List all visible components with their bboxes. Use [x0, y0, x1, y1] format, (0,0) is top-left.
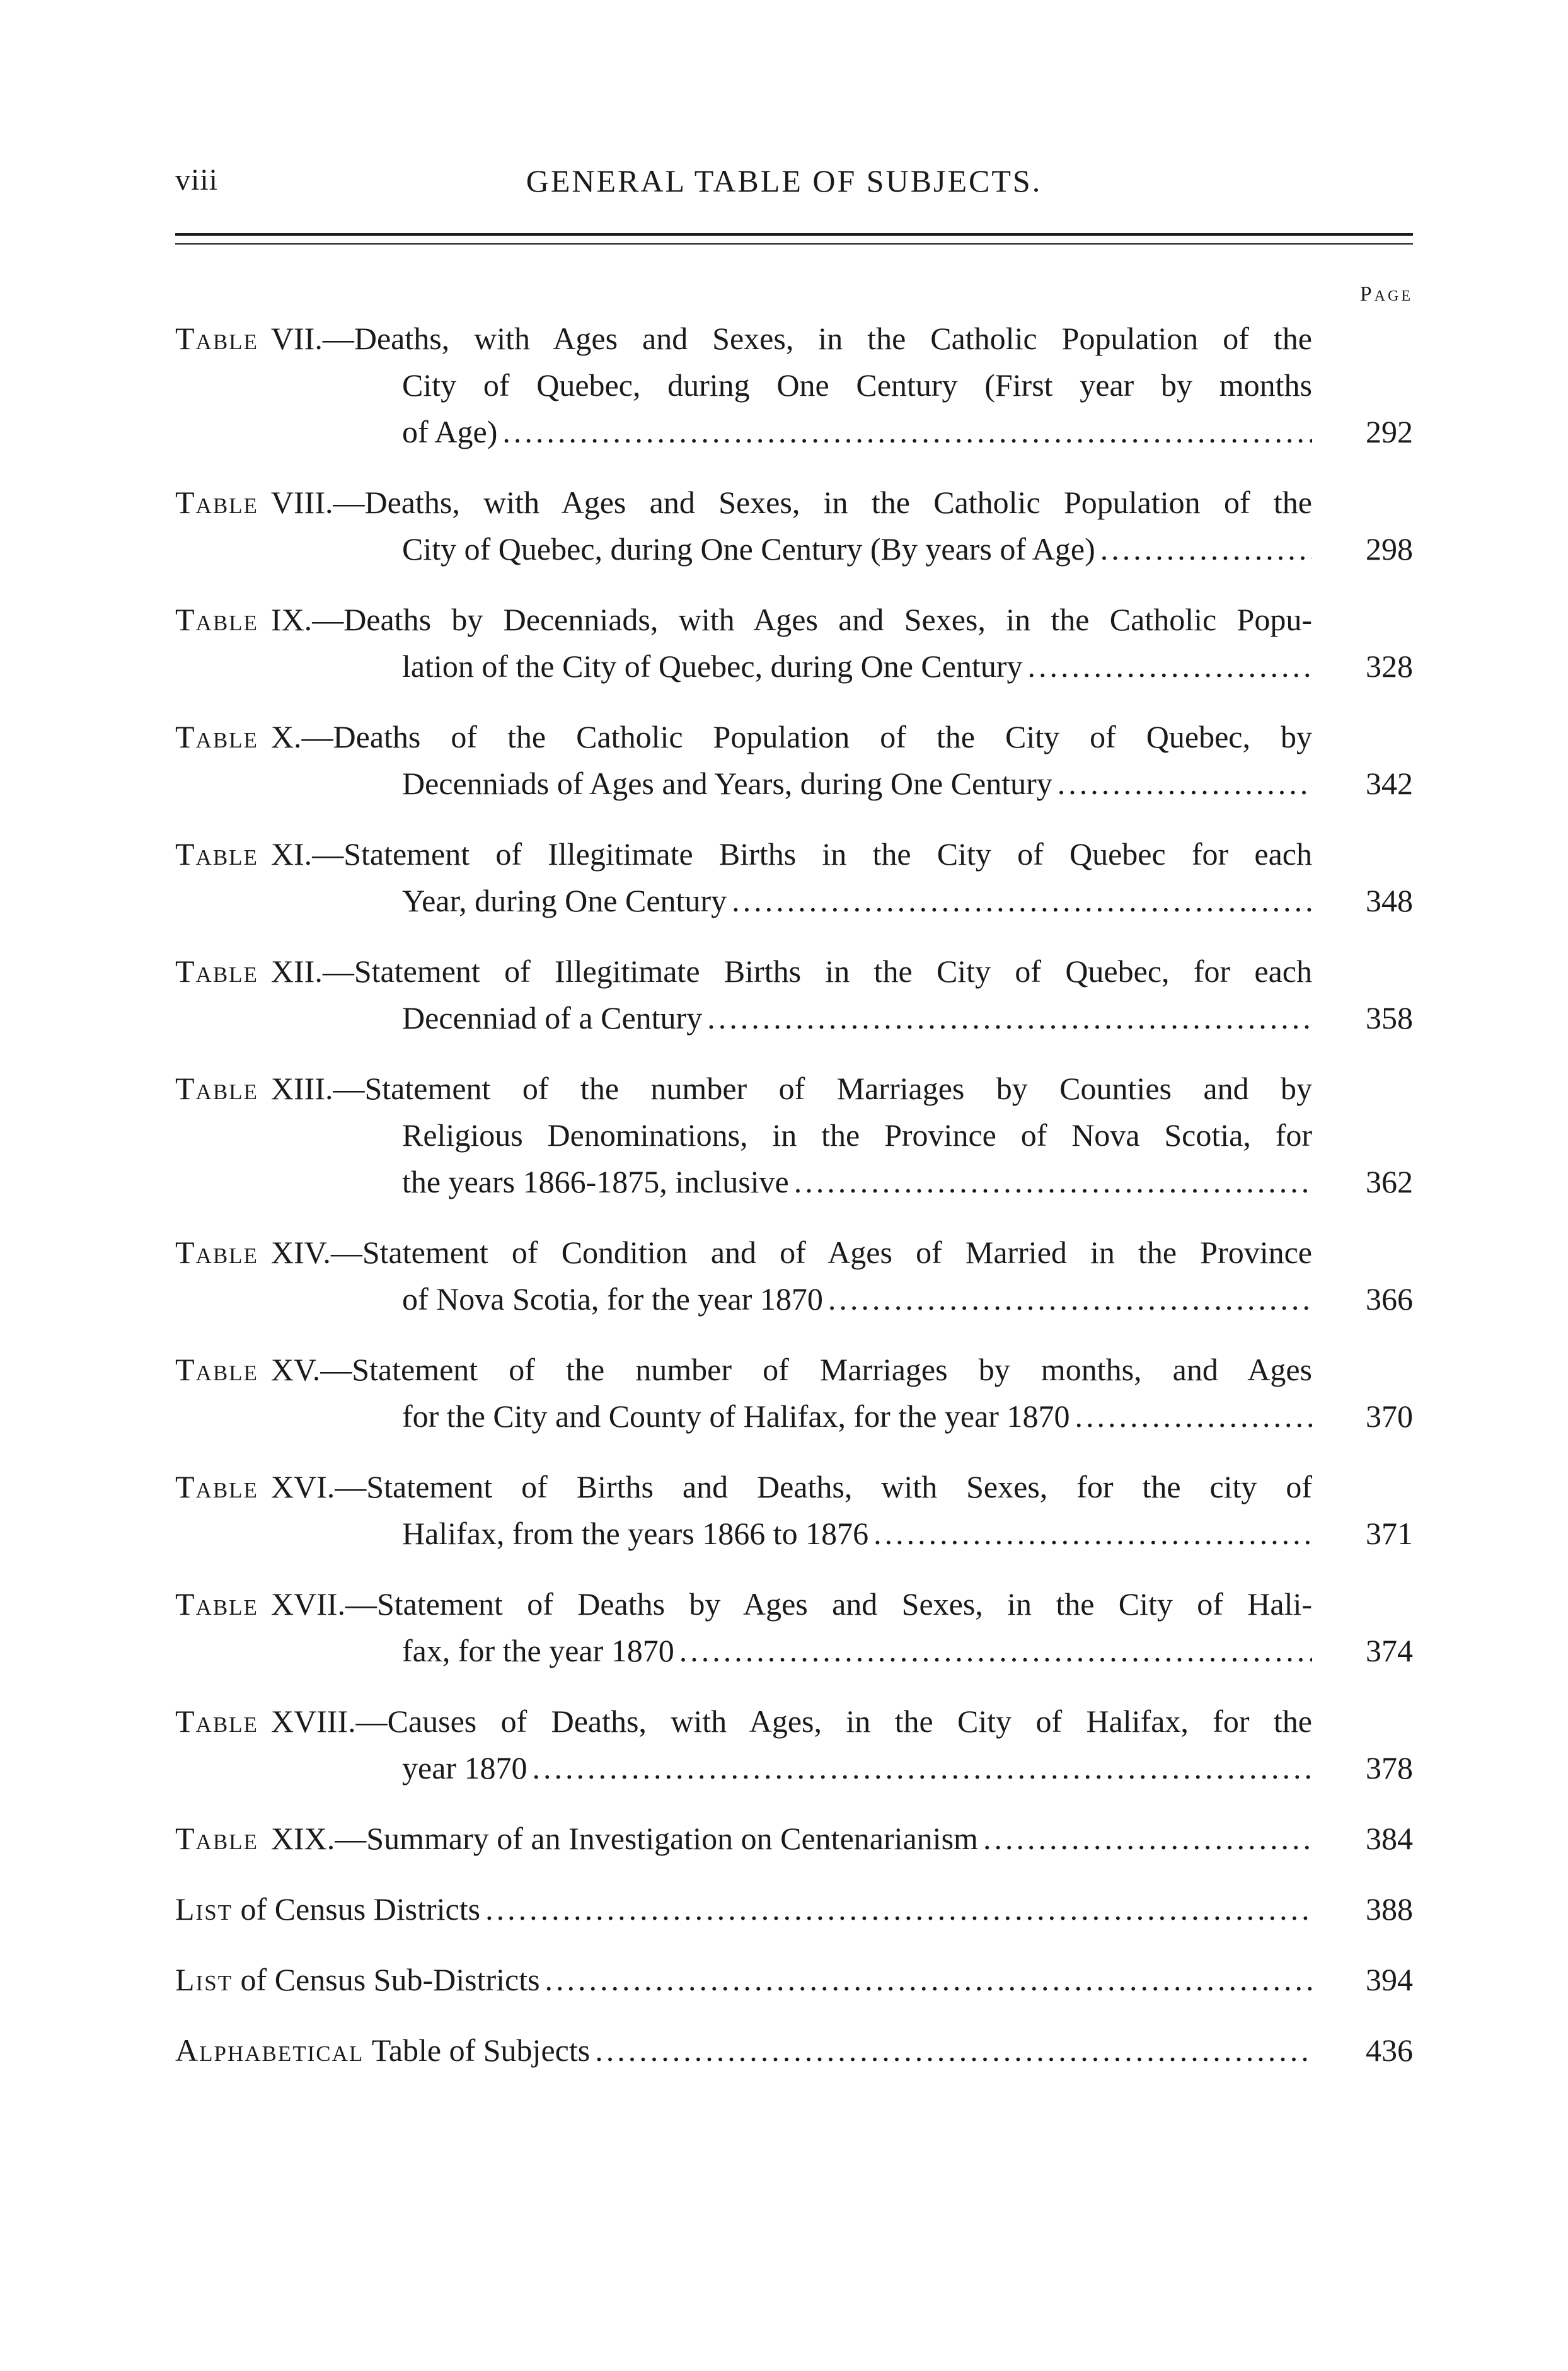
entry-text: —Statement of Illegitimate Births in the City of Quebec for each	[312, 836, 1312, 872]
toc-entry-line	[175, 479, 1413, 526]
page-column-label: Page	[1359, 282, 1413, 306]
entry-numeral: X.	[270, 719, 302, 754]
entry-text: year 1870	[402, 1750, 527, 1785]
toc-entry-line	[175, 1510, 1413, 1557]
toc-entry	[175, 1346, 1413, 1439]
entry-label: List	[175, 1891, 233, 1927]
entry-page-number: 436	[1366, 2033, 1413, 2068]
toc-entry-line	[175, 1956, 1413, 2003]
entry-text: the years 1866-1875, inclusive	[402, 1164, 789, 1199]
entry-label: Table	[175, 1586, 258, 1622]
entry-text: of Nova Scotia, for the year 1870	[402, 1281, 823, 1317]
toc-entry-line	[175, 1627, 1413, 1674]
entry-page-number: 298	[1366, 531, 1413, 567]
toc-entry-line	[175, 1886, 1413, 1932]
dot-leader	[1100, 526, 1312, 572]
entry-page-number: 394	[1366, 1962, 1413, 1997]
entry-text: Halifax, from the years 1866 to 1876	[402, 1516, 869, 1551]
entry-numeral: XV.	[270, 1352, 321, 1387]
entry-page-number: 370	[1366, 1399, 1413, 1434]
dot-leader	[707, 995, 1312, 1041]
entry-text: —Deaths by Decenniads, with Ages and Sexes, in the Catholic Popu-	[312, 602, 1312, 637]
entry-text: Table of Subjects	[371, 2033, 591, 2068]
entry-page-number: 388	[1366, 1891, 1413, 1927]
dot-leader	[502, 408, 1312, 455]
entry-text: of Census Sub-Districts	[240, 1962, 540, 1997]
toc-entry-line	[175, 877, 1413, 924]
entry-label: Table	[175, 1821, 258, 1856]
toc-entry-line	[175, 526, 1413, 572]
entry-text: —Deaths, with Ages and Sexes, in the Catholic Population of the	[333, 485, 1312, 520]
toc-entry	[175, 713, 1413, 807]
entry-label: Table	[175, 836, 258, 872]
toc-entry-line	[175, 1463, 1413, 1510]
entry-label: Table	[175, 1352, 258, 1387]
toc-entry-line	[175, 1065, 1413, 1112]
entry-text: —Statement of the number of Marriages by months, and Ages	[320, 1352, 1312, 1387]
entry-page-number: 378	[1366, 1750, 1413, 1785]
entry-page-number: 374	[1366, 1633, 1413, 1668]
entry-label: Table	[175, 485, 258, 520]
entry-numeral: XI.	[270, 836, 313, 872]
entry-numeral: XIX.	[270, 1821, 335, 1856]
dot-leader	[1075, 1393, 1312, 1439]
dot-leader	[595, 2027, 1312, 2074]
entry-text: City of Quebec, during One Century (First year by months	[402, 367, 1312, 403]
dot-leader	[732, 877, 1312, 924]
toc-entry-line	[175, 315, 1413, 362]
toc-entry	[175, 1886, 1413, 1932]
entry-label: Table	[175, 602, 258, 637]
entry-page-number: 342	[1366, 766, 1413, 801]
dot-leader	[545, 1956, 1312, 2003]
toc-entry-line	[175, 1158, 1413, 1205]
entry-numeral: XII.	[270, 954, 323, 989]
header-rule-thin	[175, 243, 1413, 245]
toc-entry-line	[175, 1815, 1413, 1862]
toc-entry	[175, 1229, 1413, 1322]
toc-entry	[175, 831, 1413, 924]
toc-entry-line	[175, 596, 1413, 643]
entry-numeral: XVII.	[270, 1586, 345, 1622]
dot-leader	[1058, 760, 1312, 807]
toc-entry-line	[175, 643, 1413, 689]
toc-entry	[175, 1581, 1413, 1674]
entry-numeral: XVI.	[270, 1469, 335, 1504]
toc-entry-line	[175, 362, 1413, 408]
toc-entry-line	[175, 995, 1413, 1041]
toc-entry	[175, 1698, 1413, 1791]
entry-numeral: VII.	[270, 321, 323, 356]
entry-text: —Statement of Condition and of Ages of Married in the Province	[330, 1235, 1312, 1270]
dot-leader	[794, 1158, 1312, 1205]
toc-entry-line	[175, 1229, 1413, 1276]
entry-page-number: 371	[1366, 1516, 1413, 1551]
entry-text: lation of the City of Quebec, during One Century	[402, 649, 1023, 684]
toc-entry-line	[175, 713, 1413, 760]
entry-label: Alphabetical	[175, 2033, 364, 2068]
entry-numeral: VIII.	[270, 485, 333, 520]
entry-numeral: XIII.	[270, 1071, 333, 1106]
table-of-contents	[175, 315, 1413, 2097]
entry-numeral: XVIII.	[270, 1704, 356, 1739]
entry-label: List	[175, 1962, 233, 1997]
entry-label: Table	[175, 321, 258, 356]
header-rule-thick	[175, 233, 1413, 236]
entry-text: of Age)	[402, 414, 498, 449]
entry-page-number: 292	[1366, 414, 1413, 449]
dot-leader	[533, 1745, 1312, 1791]
entry-text: —Statement of Births and Deaths, with Sexes, for the city of	[335, 1469, 1312, 1504]
entry-page-number: 358	[1366, 1000, 1413, 1036]
entry-label: Table	[175, 1469, 258, 1504]
entry-text: Religious Denominations, in the Province of Nova Scotia, for	[402, 1117, 1312, 1153]
entry-numeral: IX.	[270, 602, 313, 637]
toc-entry-line	[175, 1698, 1413, 1745]
toc-entry-line	[175, 1745, 1413, 1791]
toc-entry	[175, 1815, 1413, 1862]
entry-text: City of Quebec, during One Century (By years of Age)	[402, 531, 1095, 567]
entry-text: fax, for the year 1870	[402, 1633, 674, 1668]
toc-entry	[175, 1956, 1413, 2003]
entry-page-number: 366	[1366, 1281, 1413, 1317]
entry-page-number: 362	[1366, 1164, 1413, 1199]
entry-page-number: 384	[1366, 1821, 1413, 1856]
entry-text: Decenniads of Ages and Years, during One Century	[402, 766, 1052, 801]
entry-text: —Statement of Illegitimate Births in the City of Quebec, for each	[322, 954, 1312, 989]
dot-leader	[679, 1627, 1312, 1674]
entry-text: Year, during One Century	[402, 883, 727, 918]
dot-leader	[828, 1276, 1312, 1322]
entry-numeral: XIV.	[270, 1235, 331, 1270]
entry-label: Table	[175, 1235, 258, 1270]
entry-label: Table	[175, 954, 258, 989]
toc-entry	[175, 315, 1413, 455]
toc-entry	[175, 2027, 1413, 2074]
entry-text: —Deaths, with Ages and Sexes, in the Catholic Population of the	[322, 321, 1312, 356]
entry-page-number: 328	[1366, 649, 1413, 684]
entry-text: —Statement of Deaths by Ages and Sexes, in the City of Hali-	[345, 1586, 1312, 1622]
toc-entry	[175, 479, 1413, 572]
entry-text: —Deaths of the Catholic Population of the City of Quebec, by	[301, 719, 1312, 754]
entry-text: for the City and County of Halifax, for the year 1870	[402, 1399, 1070, 1434]
toc-entry	[175, 948, 1413, 1041]
entry-text: Decenniad of a Century	[402, 1000, 703, 1036]
toc-entry-line	[175, 2027, 1413, 2074]
entry-label: Table	[175, 1704, 258, 1739]
toc-entry-line	[175, 1393, 1413, 1439]
dot-leader	[1028, 643, 1313, 689]
toc-entry	[175, 596, 1413, 689]
running-head: GENERAL TABLE OF SUBJECTS.	[526, 163, 1042, 199]
dot-leader	[983, 1815, 1312, 1862]
page-number: viii	[175, 163, 219, 197]
toc-entry-line	[175, 948, 1413, 995]
toc-entry-line	[175, 408, 1413, 455]
toc-entry-line	[175, 1581, 1413, 1627]
entry-label: Table	[175, 719, 258, 754]
toc-entry-line	[175, 1276, 1413, 1322]
entry-text: —Causes of Deaths, with Ages, in the City of Halifax, for the	[355, 1704, 1312, 1739]
entry-text: of Census Districts	[240, 1891, 481, 1927]
toc-entry-line	[175, 831, 1413, 877]
toc-entry-line	[175, 1346, 1413, 1393]
toc-entry-line	[175, 1112, 1413, 1158]
entry-page-number: 348	[1366, 883, 1413, 918]
entry-text: —Statement of the number of Marriages by Counties and by	[333, 1071, 1312, 1106]
entry-label: Table	[175, 1071, 258, 1106]
entry-text: —Summary of an Investigation on Centenarianism	[335, 1821, 978, 1856]
dot-leader	[485, 1886, 1312, 1932]
toc-entry-line	[175, 760, 1413, 807]
toc-entry	[175, 1463, 1413, 1557]
dot-leader	[873, 1510, 1312, 1557]
toc-entry	[175, 1065, 1413, 1205]
